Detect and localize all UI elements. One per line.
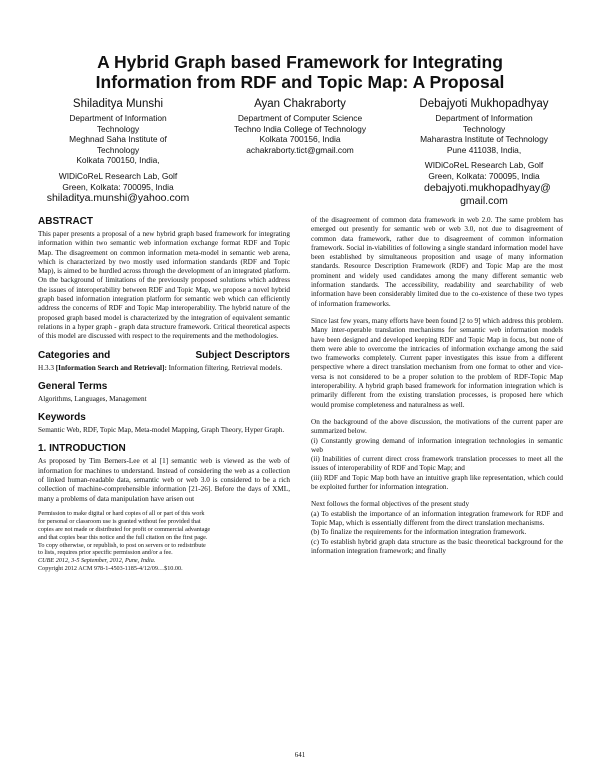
affiliation-line: WIDiCoReL Research Lab, Golf — [424, 160, 544, 171]
affiliation-line: Meghnad Saha Institute of — [69, 134, 167, 145]
copyright-line: Copyright 2012 ACM 978-1-4503-1185-4/12/09…$10.00. — [38, 565, 183, 573]
affiliation-line: Green, Kolkata: 700095, India — [62, 181, 174, 192]
motivation-item: (iii) RDF and Topic Map both have an intuitive graph like representation, which could be exploited further for information integration. — [311, 473, 563, 492]
paper-title-line-1: A Hybrid Graph based Framework for Integrating — [97, 52, 503, 72]
author-name: Shiladitya Munshi — [72, 98, 164, 110]
general-terms-heading: General Terms — [38, 380, 108, 392]
author-block-1 — [38, 97, 198, 205]
body-paragraph: On the background of the above discussion, the motivations of the current paper are summarized below. — [311, 417, 563, 436]
author-name: Debajyoti Mukhopadhyay — [419, 98, 549, 110]
author-block-2 — [218, 97, 382, 155]
categories-heading — [38, 350, 290, 362]
paper-title-line-2: Information from RDF and Topic Map: A Proposal — [95, 72, 505, 92]
keywords-text: Semantic Web, RDF, Topic Map, Meta-model Mapping, Graph Theory, Hyper Graph. — [38, 426, 285, 435]
affiliation-line: Technology — [96, 123, 140, 134]
introduction-heading: 1. INTRODUCTION — [38, 443, 126, 455]
categories-heading-right: Subject Descriptors — [195, 349, 290, 361]
copyright-line: CUBE 2012, 3-5 September, 2012, Pune, India. — [38, 557, 156, 565]
affiliation-line: Technology — [96, 144, 140, 155]
author-name: Ayan Chakraborty — [254, 98, 346, 110]
right-column — [311, 216, 563, 556]
body-paragraph: of the disagreement of common data framework in web 2.0. The same problem has emerged out presently for semantic web or web 3.0, not due to disagreement of common data framework, rather due to disagreement of common information framework. Social in-viabilities of following a single standard information model have been established by simultaneous proposition and usage of many information standards. Resource Description Framework (RDF) and Topic Map are the most prominent and widely used candidates among the many different semantic web information standards. The accessibility, readability and searchability of web information have been considerably limited due to the co-existence of these two types of information frameworks. — [311, 216, 563, 308]
category-code: H.3.3 — [38, 363, 54, 372]
affiliation-line: Pune 411038, India, — [446, 144, 522, 155]
body-paragraph: Next follows the formal objectives of the present study — [311, 500, 470, 509]
body-paragraph: Since last few years, many efforts have been found [2 to 9] which address this problem. Many inter-operable translation mechanisms for semantic web information models have been designed and developed keeping RDF and Topic Map in focus, but none of them were able to overcome the intricacies of information exchange among the said two frameworks completely. Current paper investigates this issue from a different perspective where a direct translation mechanism from one format to other and vice-versa is not considered to be a proper solution to the problem of RDF-Topic Map interoperability. A hybrid graph based framework for information integration which is primarily different from the existing translation processes, is proposed here which would promise completeness and naturalness as well. — [311, 316, 563, 409]
left-column — [38, 216, 290, 573]
abstract-heading: ABSTRACT — [38, 216, 93, 227]
copyright-line: and that copies bear this notice and the full citation on the first page. — [38, 533, 208, 541]
copyright-line: Permission to make digital or hard copies of all or part of this work — [38, 509, 205, 517]
author-email: debajyoti.mukhopadhyay@ gmail.com — [424, 181, 551, 207]
categories-text — [38, 364, 290, 373]
category-rest: Information filtering, Retrieval models. — [168, 363, 283, 372]
affiliation-line: Technology — [462, 123, 506, 134]
affiliation-line: Department of Computer Science — [237, 113, 363, 123]
motivation-item: (i) Constantly growing demand of information integration technologies in semantic web — [311, 436, 563, 454]
author-email: achakraborty.tict@gmail.com — [246, 144, 354, 155]
affiliation-line: Department of Information — [69, 113, 167, 123]
author-block-3 — [398, 97, 570, 208]
affiliation-line: Techno India College of Technology — [233, 123, 367, 134]
copyright-notice — [38, 510, 290, 573]
copyright-line: copies are not made or distributed for profit or commercial advantage — [38, 525, 211, 533]
author-email: shiladitya.munshi@yahoo.com — [46, 192, 190, 205]
affiliation-line: Green, Kolkata: 700095, India — [428, 170, 540, 181]
copyright-line: to lists, requires prior specific permission and/or a fee. — [38, 549, 173, 557]
objective-item: (b) To finalize the requirements for the information integration framework. — [311, 528, 527, 537]
page-number: 641 — [294, 751, 306, 759]
affiliation-line: Kolkata 700150, India, — [76, 155, 160, 166]
objective-item: (a) To establish the importance of an information integration framework for RDF and Topic Map, which is essentially different from the direct translation mechanisms. — [311, 509, 563, 527]
introduction-text: As proposed by Tim Berners-Lee et al [1] semantic web is viewed as the web of information for machines to understand. Instead of considering the web as a collection of linked human-readable data, semantic web or web 3.0 is considered to be a rich collection of machine-comprehensible information [21-26]. Before the days of XML, many a problems of data manipulation have arisen out — [38, 457, 290, 503]
keywords-heading: Keywords — [38, 412, 86, 424]
categories-heading-left: Categories and — [38, 349, 111, 361]
general-terms-text: Algorithms, Languages, Management — [38, 394, 147, 403]
category-title: [Information Search and Retrieval]: — [55, 363, 167, 372]
affiliation-line: Maharastra Institute of Technology — [420, 134, 548, 145]
objective-item: (c) To establish hybrid graph data structure as the basic theoretical background for the information integration framework; and finally — [311, 537, 563, 555]
affiliation-line: Kolkata 700156, India — [259, 134, 341, 145]
motivation-item: (ii) Inabilities of current direct cross framework translation processes to meet all the issues of interoperability of RDF and Topic Map; and — [311, 455, 563, 473]
abstract-text: This paper presents a proposal of a new hybrid graph based framework for integrating information within two semantic web information exchange format RDF and Topic Map. The disagreement on common information meta-model in semantic web arena, which is characterized by two mostly used information standards (RDF and Topic Map), is aimed to be hurdled across through the development of an integrated platform. On the background of limitations of the previously proposed solutions which address the issues of interoperability between RDF and Topic Map, we propose a novel hybrid graph based information integration platform for semantic web which can efficiently address the concerns of RDF and Topic Map interoperability. The hybrid nature of the proposed graph based model is characterized by the integration of equivalent semantic relations in a hyper graph - graph data structure framework. Critical theoretical aspects of this model are discussed with respect to the requirements and the methodologies. — [38, 230, 290, 341]
copyright-line: To copy otherwise, or republish, to post on servers or to redistribute — [38, 541, 206, 549]
copyright-line: for personal or classroom use is granted without fee provided that — [38, 517, 201, 525]
affiliation-line: Department of Information — [435, 113, 533, 123]
affiliation-line: WIDiCoReL Research Lab, Golf — [58, 170, 178, 181]
